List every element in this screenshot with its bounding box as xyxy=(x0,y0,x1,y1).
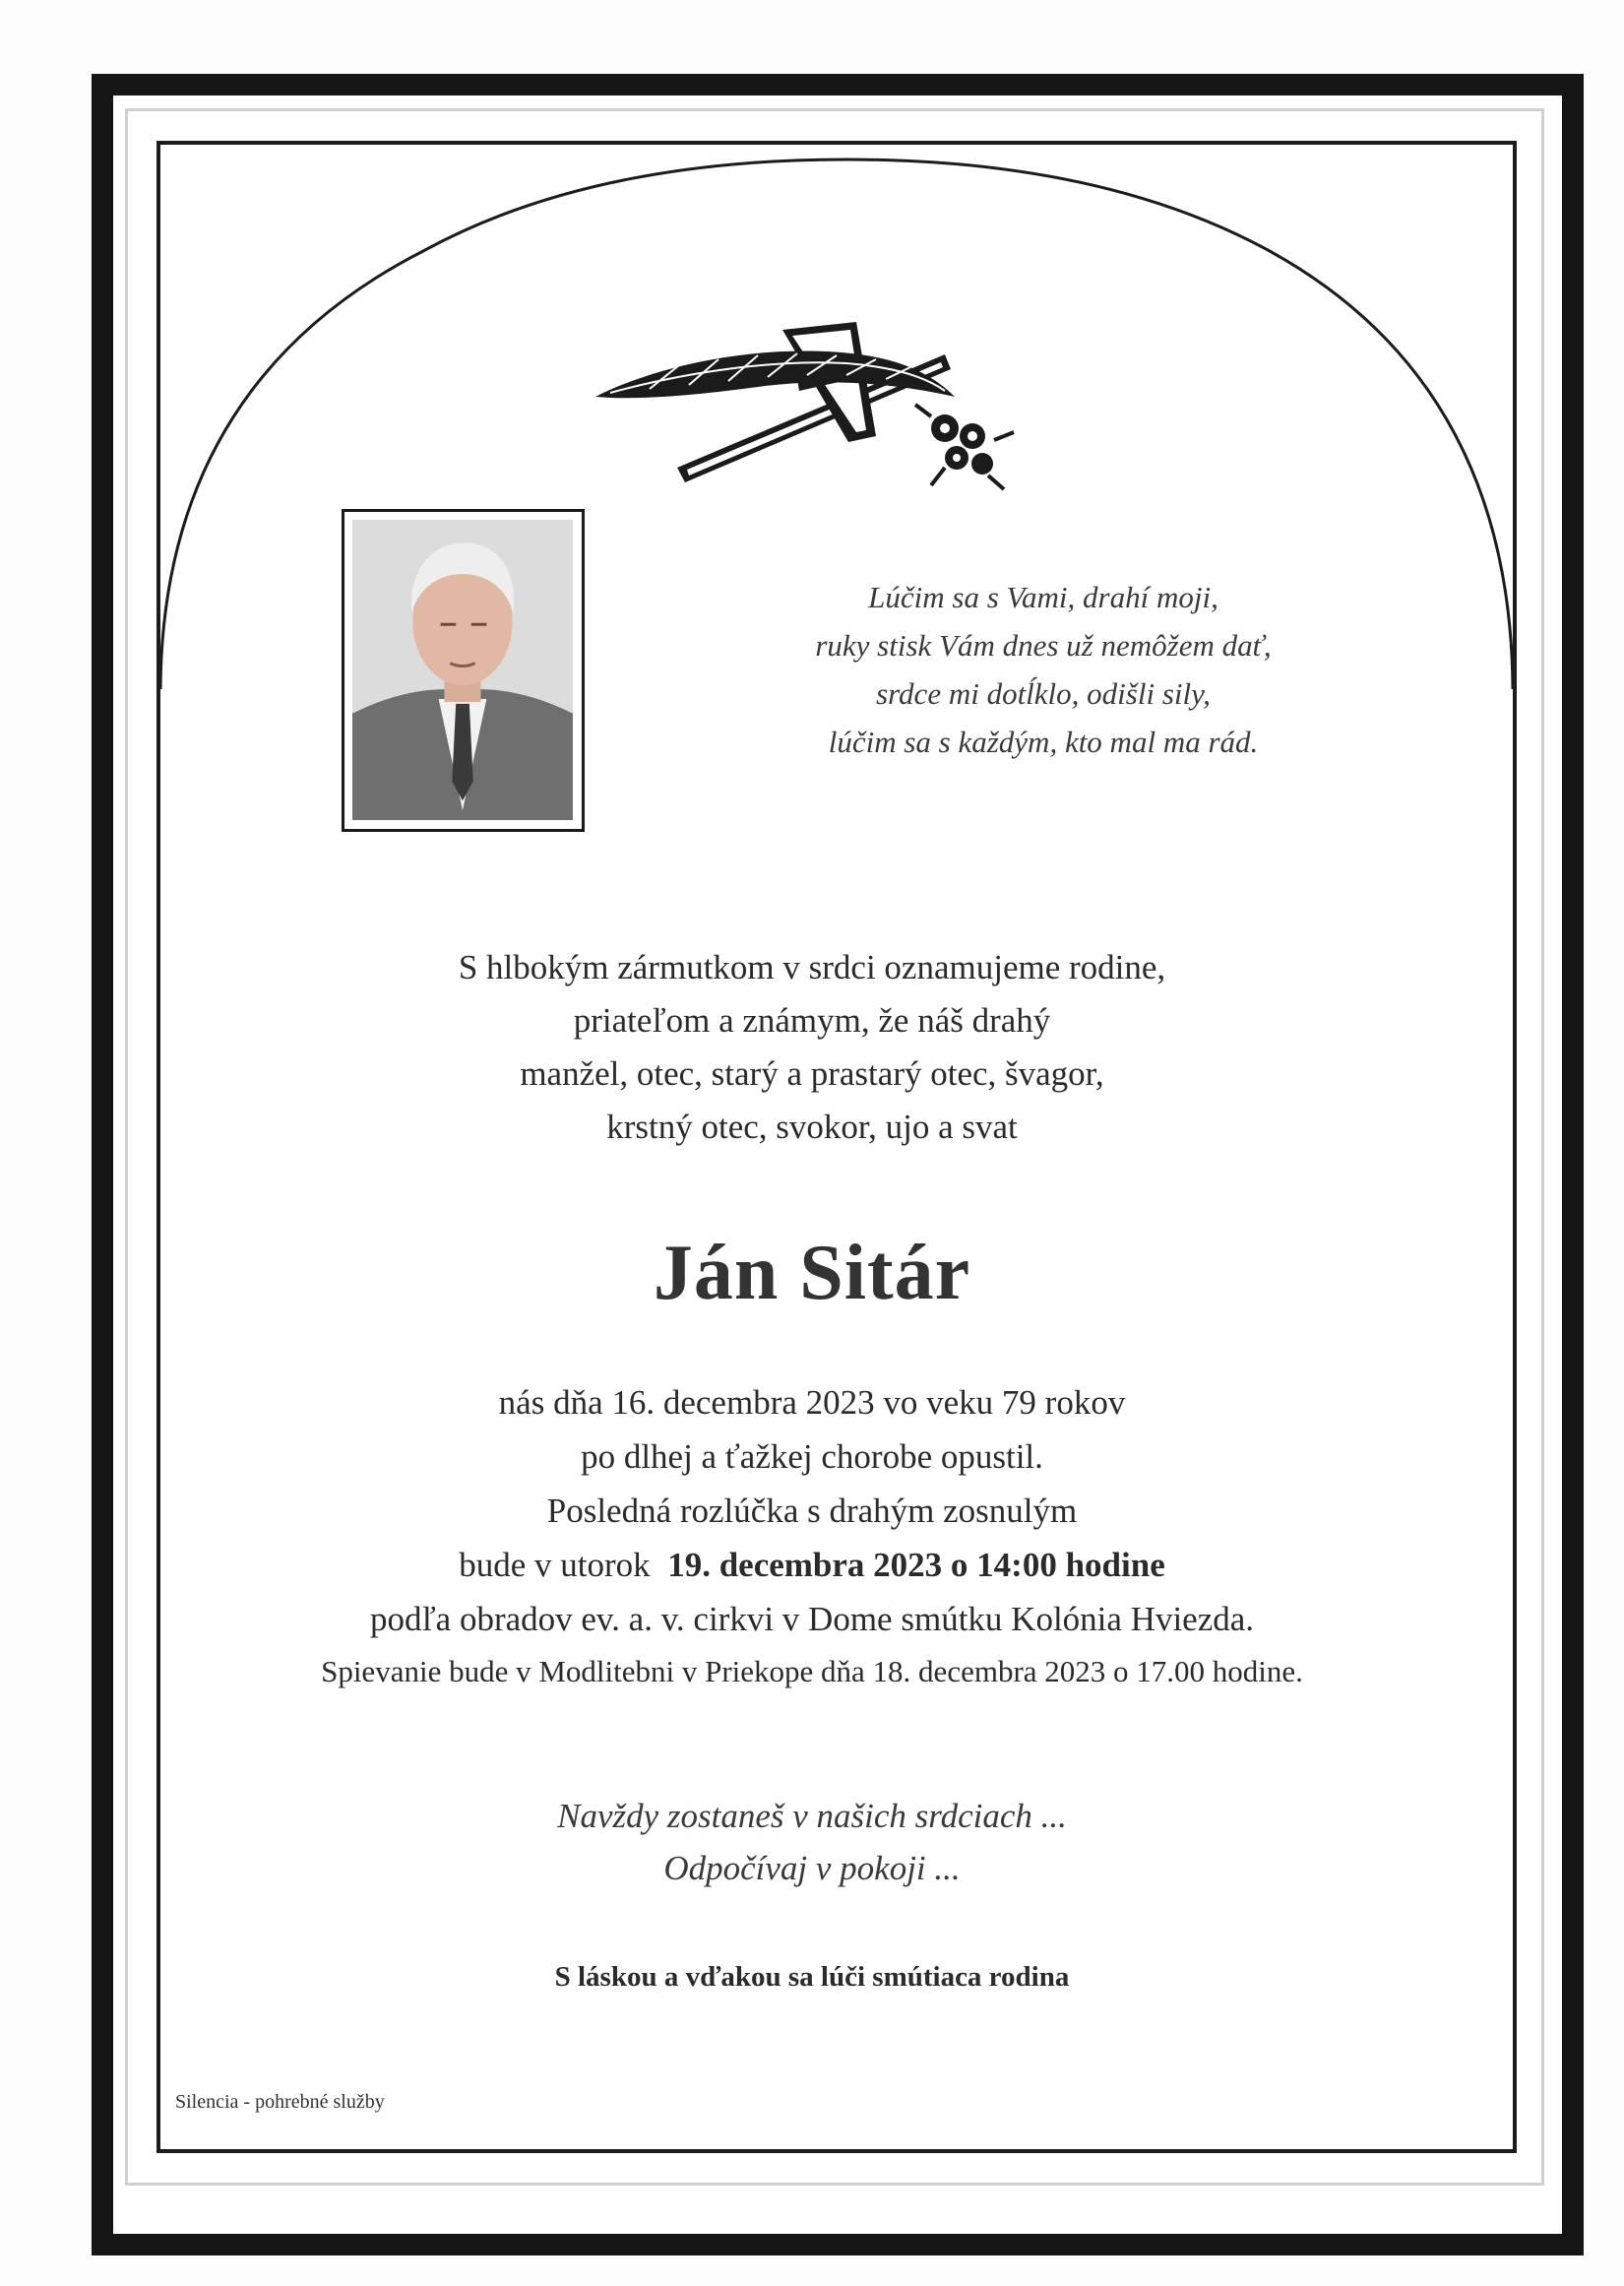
funeral-agency: Silencia - pohrebné služby xyxy=(175,2091,385,2113)
announcement xyxy=(0,941,1624,1154)
announcement-line: manžel, otec, starý a prastarý otec, švagor, xyxy=(520,1054,1104,1093)
farewell-line: Navždy zostaneš v našich srdciach ... xyxy=(557,1797,1067,1835)
details-line-singing: Spievanie bude v Modlitebni v Priekope dňa 18. decembra 2023 o 17.00 hodine. xyxy=(321,1654,1303,1688)
poem xyxy=(748,573,1339,766)
details-line: Posledná rozlúčka s drahým zosnulým xyxy=(546,1492,1078,1530)
farewell-line: Odpočívaj v pokoji ... xyxy=(663,1849,961,1887)
poem-line: Lúčim sa s Vami, drahí moji, xyxy=(868,580,1218,614)
cross-icon xyxy=(677,322,951,482)
deceased-name: Ján Sitár xyxy=(653,1230,971,1316)
announcement-line: S hlbokým zármutkom v srdci oznamujeme rodine, xyxy=(458,948,1166,986)
poem-line: ruky stisk Vám dnes už nemôžem dať, xyxy=(815,628,1272,663)
announcement-line: krstný otec, svokor, ujo a svat xyxy=(606,1108,1018,1146)
palm-leaf-icon xyxy=(595,351,955,399)
announcement-line: priateľom a známym, že náš drahý xyxy=(573,1001,1051,1040)
ceremony-datetime: 19. decembra 2023 o 14:00 hodine xyxy=(667,1546,1165,1584)
farewell xyxy=(0,1790,1624,1894)
poem-line: lúčim sa s každým, kto mal ma rád. xyxy=(828,725,1259,759)
portrait-photo xyxy=(342,509,585,832)
details-line: po dlhej a ťažkej chorobe opustil. xyxy=(581,1437,1043,1476)
ceremony-prefix: bude v utorok xyxy=(459,1546,651,1584)
cross-palm-icon xyxy=(591,320,1024,507)
details-line-ceremony xyxy=(0,1538,1624,1592)
details-line: podľa obradov ev. a. v. cirkvi v Dome smútku Kolónia Hviezda. xyxy=(369,1600,1255,1638)
portrait-image xyxy=(352,520,573,820)
funeral-details xyxy=(0,1375,1624,1697)
poem-line: srdce mi dotĺklo, odišli sily, xyxy=(876,676,1211,711)
details-line: nás dňa 16. decembra 2023 vo veku 79 rokov xyxy=(498,1383,1126,1422)
family-signature: S láskou a vďakou sa lúči smútiaca rodina xyxy=(554,1961,1070,1993)
roses-icon xyxy=(915,405,1014,489)
